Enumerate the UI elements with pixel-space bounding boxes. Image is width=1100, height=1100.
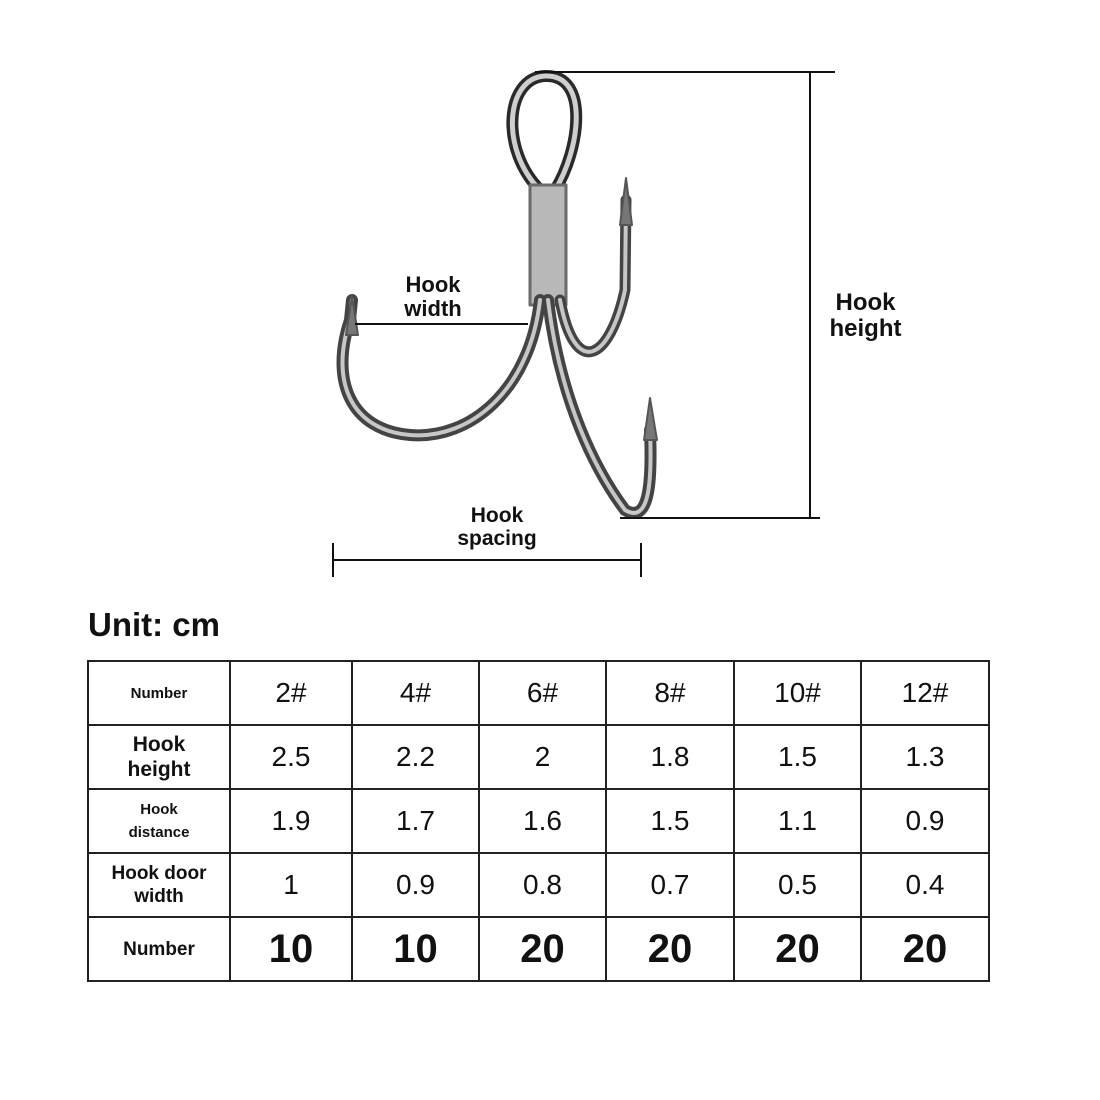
table-cell: 1.6 <box>479 789 606 853</box>
hook-height-label <box>818 290 913 342</box>
row-label-line: distance <box>128 824 190 841</box>
size-header: 12# <box>861 661 989 725</box>
table-cell: 1.5 <box>606 789 734 853</box>
hook-spacing-label-line2: spacing <box>457 527 537 550</box>
unit-label: Unit: cm <box>88 606 220 643</box>
hook-width-label-line1: Hook <box>405 272 461 297</box>
hook-height-label-line1: Hook <box>835 289 896 316</box>
row-label-hook-height <box>88 725 230 789</box>
row-label-line: Hook <box>140 801 178 818</box>
hook-width-label-line2: width <box>404 296 462 321</box>
table-header-row <box>88 661 989 725</box>
front-hook-point <box>644 398 657 440</box>
table-cell: 20 <box>606 917 734 981</box>
hook-shank <box>530 185 566 305</box>
table-cell: 1.8 <box>606 725 734 789</box>
table-cell: 0.8 <box>479 853 606 917</box>
hook-height-row <box>88 725 989 789</box>
size-header: 8# <box>606 661 734 725</box>
header-number-label: Number <box>88 661 230 725</box>
table-cell: 2.2 <box>352 725 479 789</box>
size-spec-table <box>87 660 990 982</box>
hook-door-width-row <box>88 853 989 917</box>
table-cell: 20 <box>734 917 861 981</box>
dimension-lines <box>333 72 835 577</box>
table-cell: 1.5 <box>734 725 861 789</box>
table-cell: 1 <box>230 853 352 917</box>
table-cell: 10 <box>352 917 479 981</box>
row-label-hook-door-width <box>88 853 230 917</box>
table-cell: 1.7 <box>352 789 479 853</box>
hook-spacing-label-line1: Hook <box>470 504 524 527</box>
table-cell: 1.3 <box>861 725 989 789</box>
number-row <box>88 917 989 981</box>
row-label-number: Number <box>88 917 230 981</box>
row-label-line: width <box>134 886 184 907</box>
table-cell: 0.7 <box>606 853 734 917</box>
row-label-hook-distance <box>88 789 230 853</box>
table-cell: 2 <box>479 725 606 789</box>
table-cell: 1.9 <box>230 789 352 853</box>
table-cell: 1.1 <box>734 789 861 853</box>
size-header: 6# <box>479 661 606 725</box>
table-cell: 0.5 <box>734 853 861 917</box>
hook-spacing-label <box>447 504 547 550</box>
hook-distance-row <box>88 789 989 853</box>
table-cell: 20 <box>861 917 989 981</box>
size-header: 2# <box>230 661 352 725</box>
table-cell: 0.9 <box>352 853 479 917</box>
table-cell: 20 <box>479 917 606 981</box>
table-cell: 2.5 <box>230 725 352 789</box>
hook-width-label <box>388 273 478 321</box>
table-cell: 0.4 <box>861 853 989 917</box>
row-label-line: Hook door <box>111 863 207 884</box>
hook-height-label-line2: height <box>829 315 902 342</box>
row-label-line: height <box>127 758 191 781</box>
row-label-line: Hook <box>132 733 186 756</box>
table-cell: 0.9 <box>861 789 989 853</box>
size-header: 4# <box>352 661 479 725</box>
size-header: 10# <box>734 661 861 725</box>
table-cell: 10 <box>230 917 352 981</box>
